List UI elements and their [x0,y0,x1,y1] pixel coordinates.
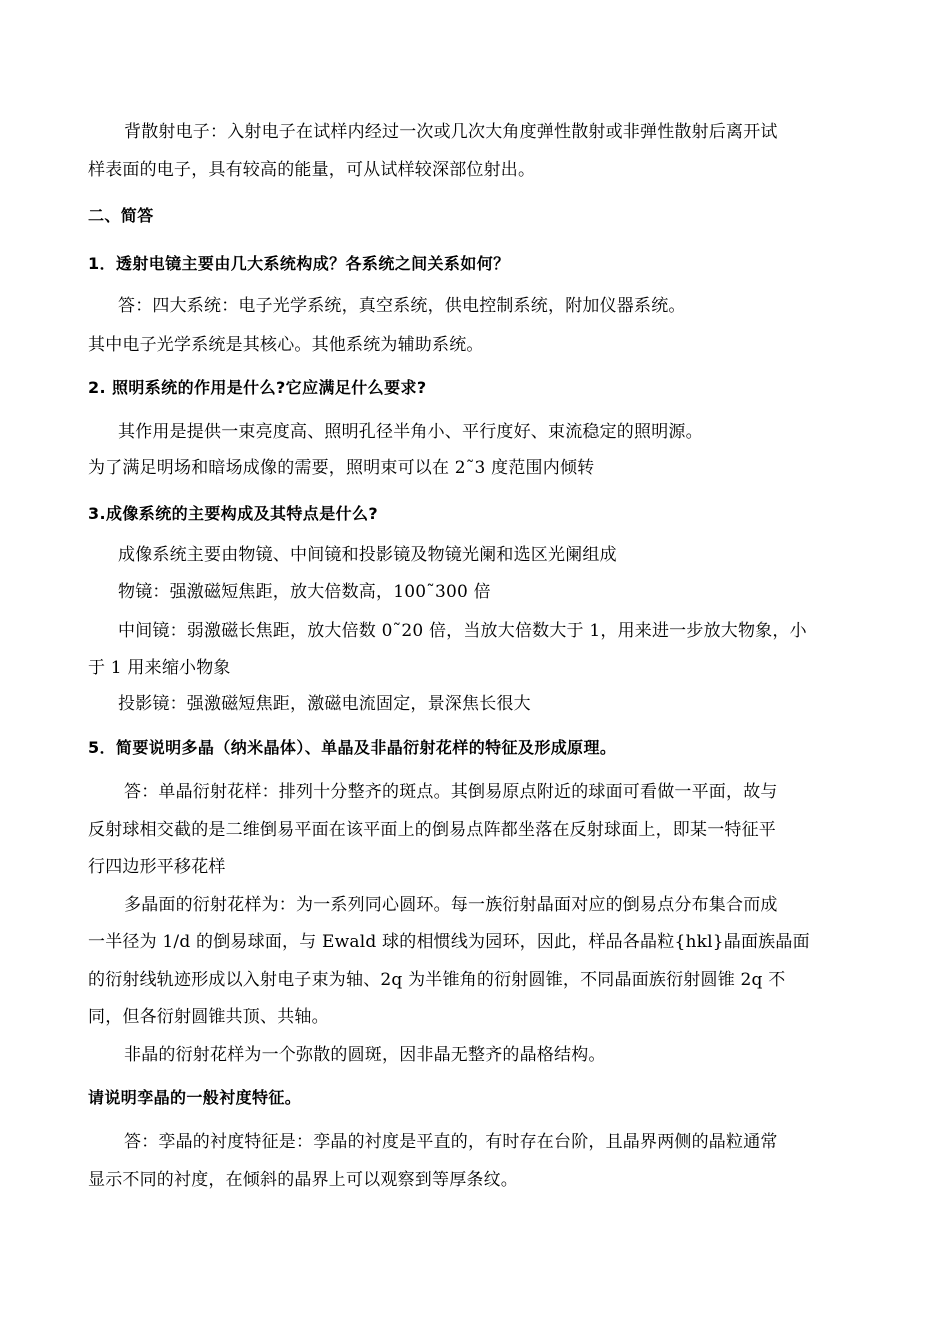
section-title-short-answer: 二、简答 [88,206,154,225]
backscatter-definition-line2: 样表面的电子，具有较高的能量，可从试样较深部位射出。 [88,160,536,180]
question-5-single-crystal-line2: 反射球相交截的是二维倒易平面在该平面上的倒易点阵都坐落在反射球面上，即某一特征平 [88,820,776,840]
question-5-single-crystal-line1: 答：单晶衍射花样：排列十分整齐的斑点。其倒易原点附近的球面可看做一平面，故与 [124,782,778,802]
question-5-title: 5．简要说明多晶（纳米晶体）、单晶及非晶衍射花样的特征及形成原理。 [88,738,617,757]
question-5-polycrystal-line1: 多晶面的衍射花样为：为一系列同心圆环。每一族衍射晶面对应的倒易点分布集合而成 [124,895,778,915]
question-5-single-crystal-line3: 行四边形平移花样 [88,857,226,877]
question-1-answer-line1: 答：四大系统：电子光学系统，真空系统，供电控制系统，附加仪器系统。 [118,296,686,316]
question-3-answer-line3: 中间镜：弱激磁长焦距，放大倍数 0˜20 倍，当放大倍数大于 1，用来进一步放大物象，小 [118,621,807,641]
question-2-answer-line2: 为了满足明场和暗场成像的需要，照明束可以在 2˜3 度范围内倾转 [88,458,595,478]
question-3-answer-line4: 于 1 用来缩小物象 [88,658,231,678]
question-3-answer-line2: 物镜：强激磁短焦距，放大倍数高，100˜300 倍 [118,582,491,602]
question-5-polycrystal-line4: 同，但各衍射圆锥共顶、共轴。 [88,1007,329,1027]
question-6-answer-line2: 显示不同的衬度，在倾斜的晶界上可以观察到等厚条纹。 [88,1170,518,1190]
question-5-polycrystal-line3: 的衍射线轨迹形成以入射电子束为轴、2q 为半锥角的衍射圆锥，不同晶面族衍射圆锥 2q 不 [88,970,786,990]
question-2-title: 2. 照明系统的作用是什么?它应满足什么要求? [88,378,427,397]
question-3-answer-line5: 投影镜：强激磁短焦距，激磁电流固定，景深焦长很大 [118,694,531,714]
question-5-polycrystal-line2: 一半径为 1/d 的倒易球面，与 Ewald 球的相惯线为园环，因此，样品各晶粒{hkl}晶面族晶面 [88,932,810,952]
question-3-title: 3.成像系统的主要构成及其特点是什么? [88,504,379,523]
question-1-answer-line2: 其中电子光学系统是其核心。其他系统为辅助系统。 [88,335,484,355]
question-3-answer-line1: 成像系统主要由物镜、中间镜和投影镜及物镜光阑和选区光阑组成 [118,545,617,565]
question-5-amorphous-line1: 非晶的衍射花样为一个弥散的圆斑，因非晶无整齐的晶格结构。 [124,1045,606,1065]
question-6-title: 请说明孪晶的一般衬度特征。 [88,1088,302,1107]
question-1-title: 1．透射电镜主要由几大系统构成？各系统之间关系如何？ [88,254,510,273]
question-6-answer-line1: 答：孪晶的衬度特征是：孪晶的衬度是平直的，有时存在台阶，且晶界两侧的晶粒通常 [124,1132,778,1152]
backscatter-definition-line1: 背散射电子：入射电子在试样内经过一次或几次大角度弹性散射或非弹性散射后离开试 [124,122,778,142]
question-2-answer-line1: 其作用是提供一束亮度高、照明孔径半角小、平行度好、束流稳定的照明源。 [118,422,703,442]
